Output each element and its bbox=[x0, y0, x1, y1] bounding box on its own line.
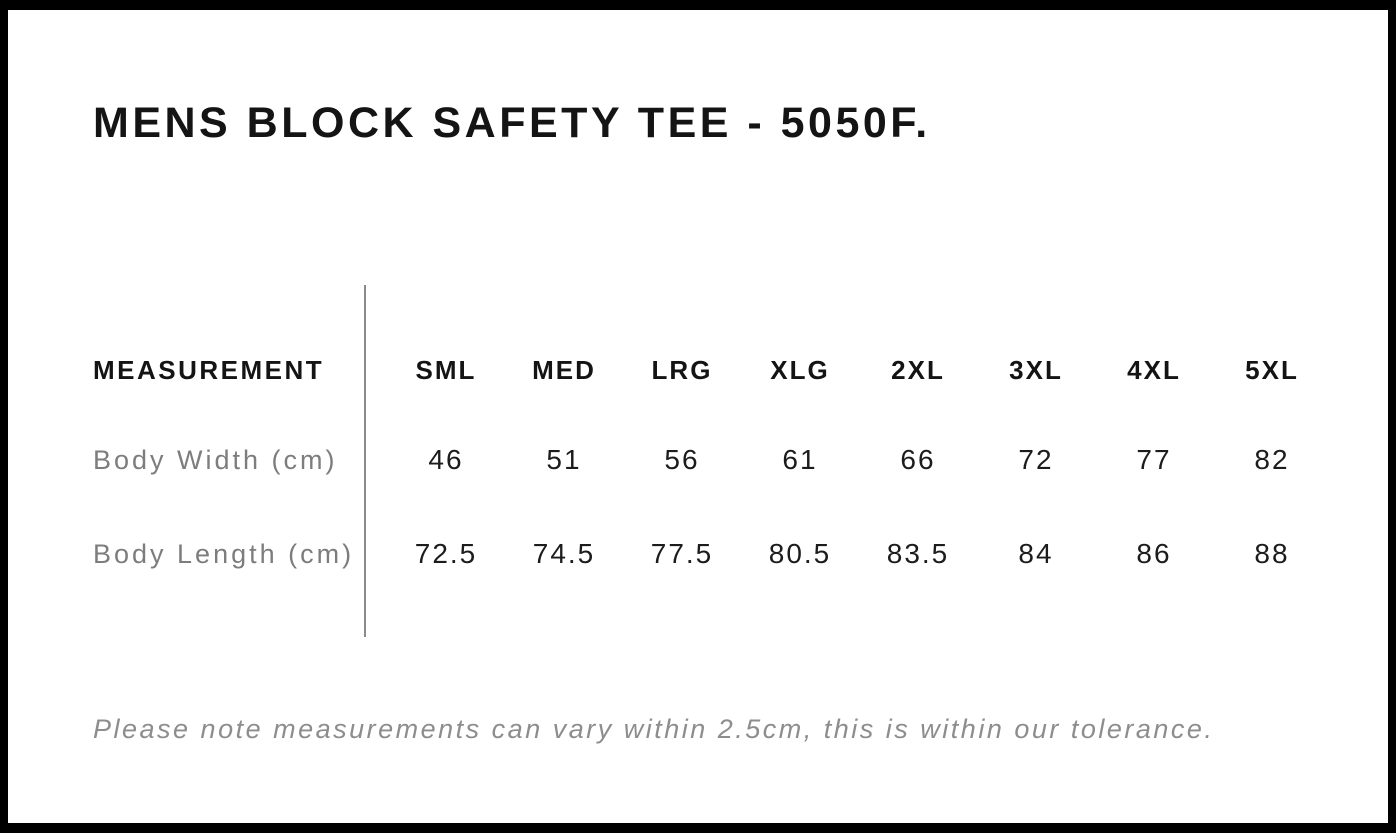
row-label-body-length: Body Length (cm) bbox=[93, 538, 355, 569]
body-length-lrg: 77.5 bbox=[650, 538, 714, 569]
body-length-2xl: 83.5 bbox=[886, 538, 950, 569]
size-header-sml: SML bbox=[415, 354, 477, 385]
body-length-med: 74.5 bbox=[532, 538, 596, 569]
body-length-5xl: 88 bbox=[1254, 538, 1290, 569]
body-width-med: 51 bbox=[546, 444, 582, 475]
body-width-4xl: 77 bbox=[1136, 444, 1172, 475]
body-length-3xl: 84 bbox=[1018, 538, 1054, 569]
size-table-header-row bbox=[8, 352, 1388, 388]
body-width-2xl: 66 bbox=[900, 444, 936, 475]
body-length-4xl: 86 bbox=[1136, 538, 1172, 569]
frame-border-right bbox=[1388, 0, 1396, 833]
frame-border-left bbox=[0, 0, 8, 833]
size-header-med: MED bbox=[532, 354, 596, 385]
size-header-lrg: LRG bbox=[651, 354, 713, 385]
body-length-xlg: 80.5 bbox=[768, 538, 832, 569]
body-width-sml: 46 bbox=[428, 444, 464, 475]
page-title: MENS BLOCK SAFETY TEE - 5050F. bbox=[93, 99, 931, 147]
body-width-lrg: 56 bbox=[664, 444, 700, 475]
tolerance-note: Please note measurements can vary within 2.5cm, this is within our tolerance. bbox=[93, 714, 1215, 744]
frame-border-top bbox=[0, 0, 1396, 10]
body-width-5xl: 82 bbox=[1254, 444, 1290, 475]
measurement-column-header: MEASUREMENT bbox=[93, 354, 325, 385]
size-header-xlg: XLG bbox=[770, 354, 830, 385]
table-row-body-length bbox=[8, 536, 1388, 572]
body-width-xlg: 61 bbox=[782, 444, 818, 475]
size-header-3xl: 3XL bbox=[1009, 354, 1063, 385]
body-width-3xl: 72 bbox=[1018, 444, 1054, 475]
size-header-4xl: 4XL bbox=[1127, 354, 1181, 385]
size-header-5xl: 5XL bbox=[1245, 354, 1299, 385]
frame-border-bottom bbox=[0, 823, 1396, 833]
table-row-body-width bbox=[8, 442, 1388, 478]
size-header-2xl: 2XL bbox=[891, 354, 945, 385]
row-label-body-width: Body Width (cm) bbox=[93, 444, 338, 475]
body-length-sml: 72.5 bbox=[414, 538, 478, 569]
